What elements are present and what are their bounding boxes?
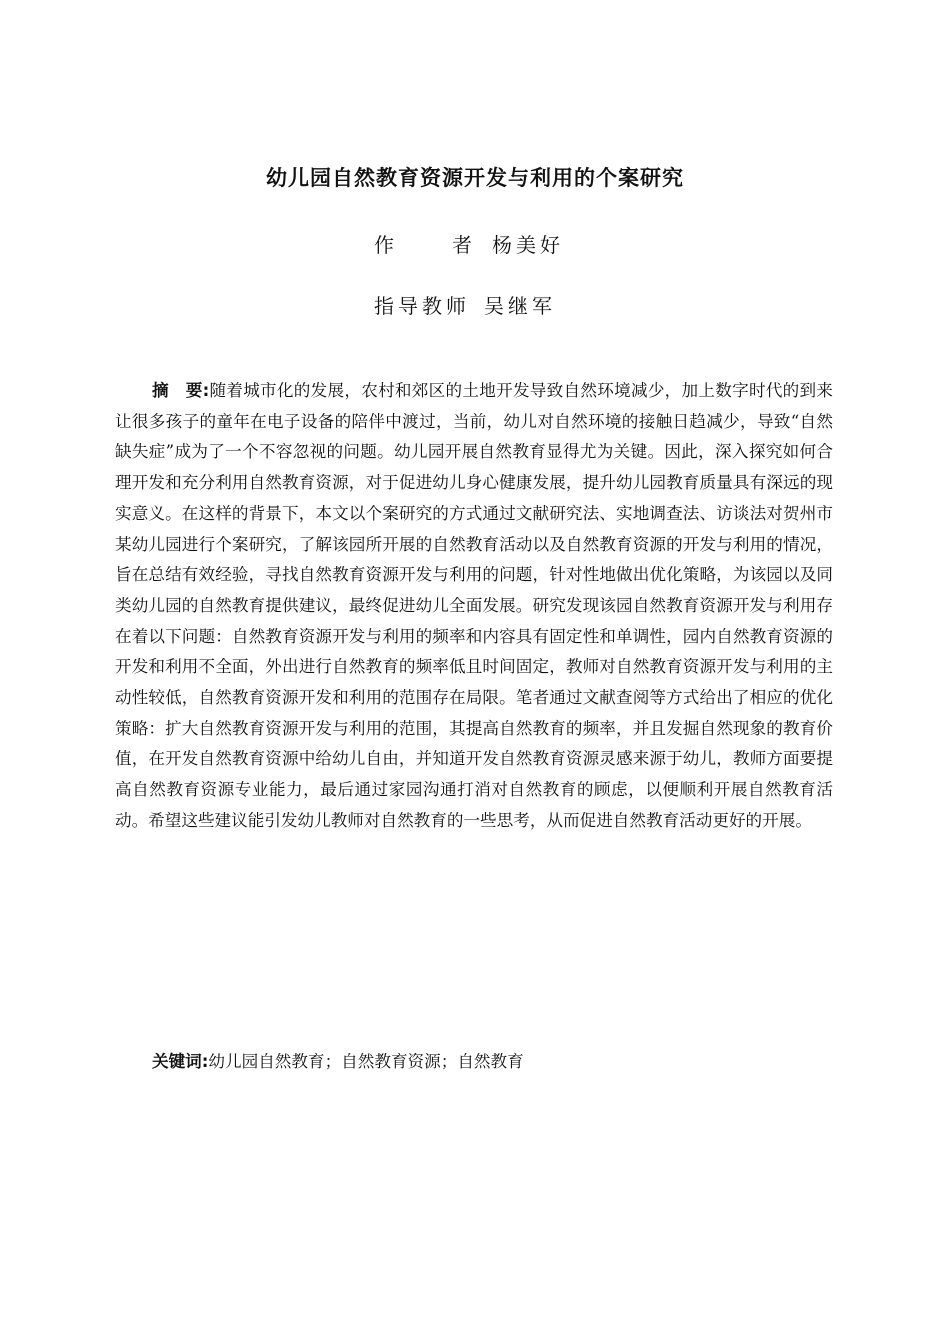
author-label-char-1: 作 bbox=[374, 233, 394, 257]
author-label-char-2: 者 bbox=[452, 233, 472, 257]
keywords-text: 幼儿园自然教育；自然教育资源；自然教育 bbox=[208, 1052, 524, 1071]
abstract-label: 摘 要: bbox=[152, 381, 210, 400]
advisor-line bbox=[374, 290, 556, 319]
keywords-line bbox=[152, 1047, 524, 1077]
author-label bbox=[374, 229, 470, 258]
page-title: 幼儿园自然教育资源开发与利用的个案研究 bbox=[266, 166, 684, 190]
author-name: 杨美好 bbox=[492, 233, 564, 257]
keywords-label: 关键词: bbox=[152, 1052, 209, 1071]
advisor-name: 吴继军 bbox=[484, 294, 556, 318]
abstract-paragraph bbox=[115, 376, 833, 837]
author-line bbox=[374, 229, 564, 258]
advisor-label: 指导教师 bbox=[374, 294, 470, 318]
abstract-text: 随着城市化的发展，农村和郊区的土地开发导致自然环境减少，加上数字时代的到来让很多孩子的童年在电子设备的陪伴中渡过，当前，幼儿对自然环境的接触日趋减少，导致“自然缺失症”成为了一个不容忽视的问题。幼儿园开展自然教育显得尤为关键。因此，深入探究如何合理开发和充分利用自然教育资源，对于促进幼儿身心健康发展，提升幼儿园教育质量具有深远的现实意义。在这样的背景下，本文以个案研究的方式通过文献研究法、实地调查法、访谈法对贺州市某幼儿园进行个案研究，了解该园所开展的自然教育活动以及自然教育资源的开发与利用的情况，旨在总结有效经验，寻找自然教育资源开发与利用的问题，针对性地做出优化策略，为该园以及同类幼儿园的自然教育提供建议，最终促进幼儿全面发展。研究发现该园自然教育资源开发与利用存在着以下问题：自然教育资源开发与利用的频率和内容具有固定性和单调性，园内自然教育资源的开发和利用不全面，外出进行自然教育的频率低且时间固定，教师对自然教育资源开发与利用的主动性较低，自然教育资源开发和利用的范围存在局限。笔者通过文献查阅等方式给出了相应的优化策略：扩大自然教育资源开发与利用的范围，其提高自然教育的频率，并且发掘自然现象的教育价值，在开发自然教育资源中给幼儿自由，并知道开发自然教育资源灵感来源于幼儿，教师方面要提高自然教育资源专业能力，最后通过家园沟通打消对自然教育的顾虑，以便顺利开展自然教育活动。希望这些建议能引发幼儿教师对自然教育的一些思考，从而促进自然教育活动更好的开展。 bbox=[115, 381, 833, 830]
